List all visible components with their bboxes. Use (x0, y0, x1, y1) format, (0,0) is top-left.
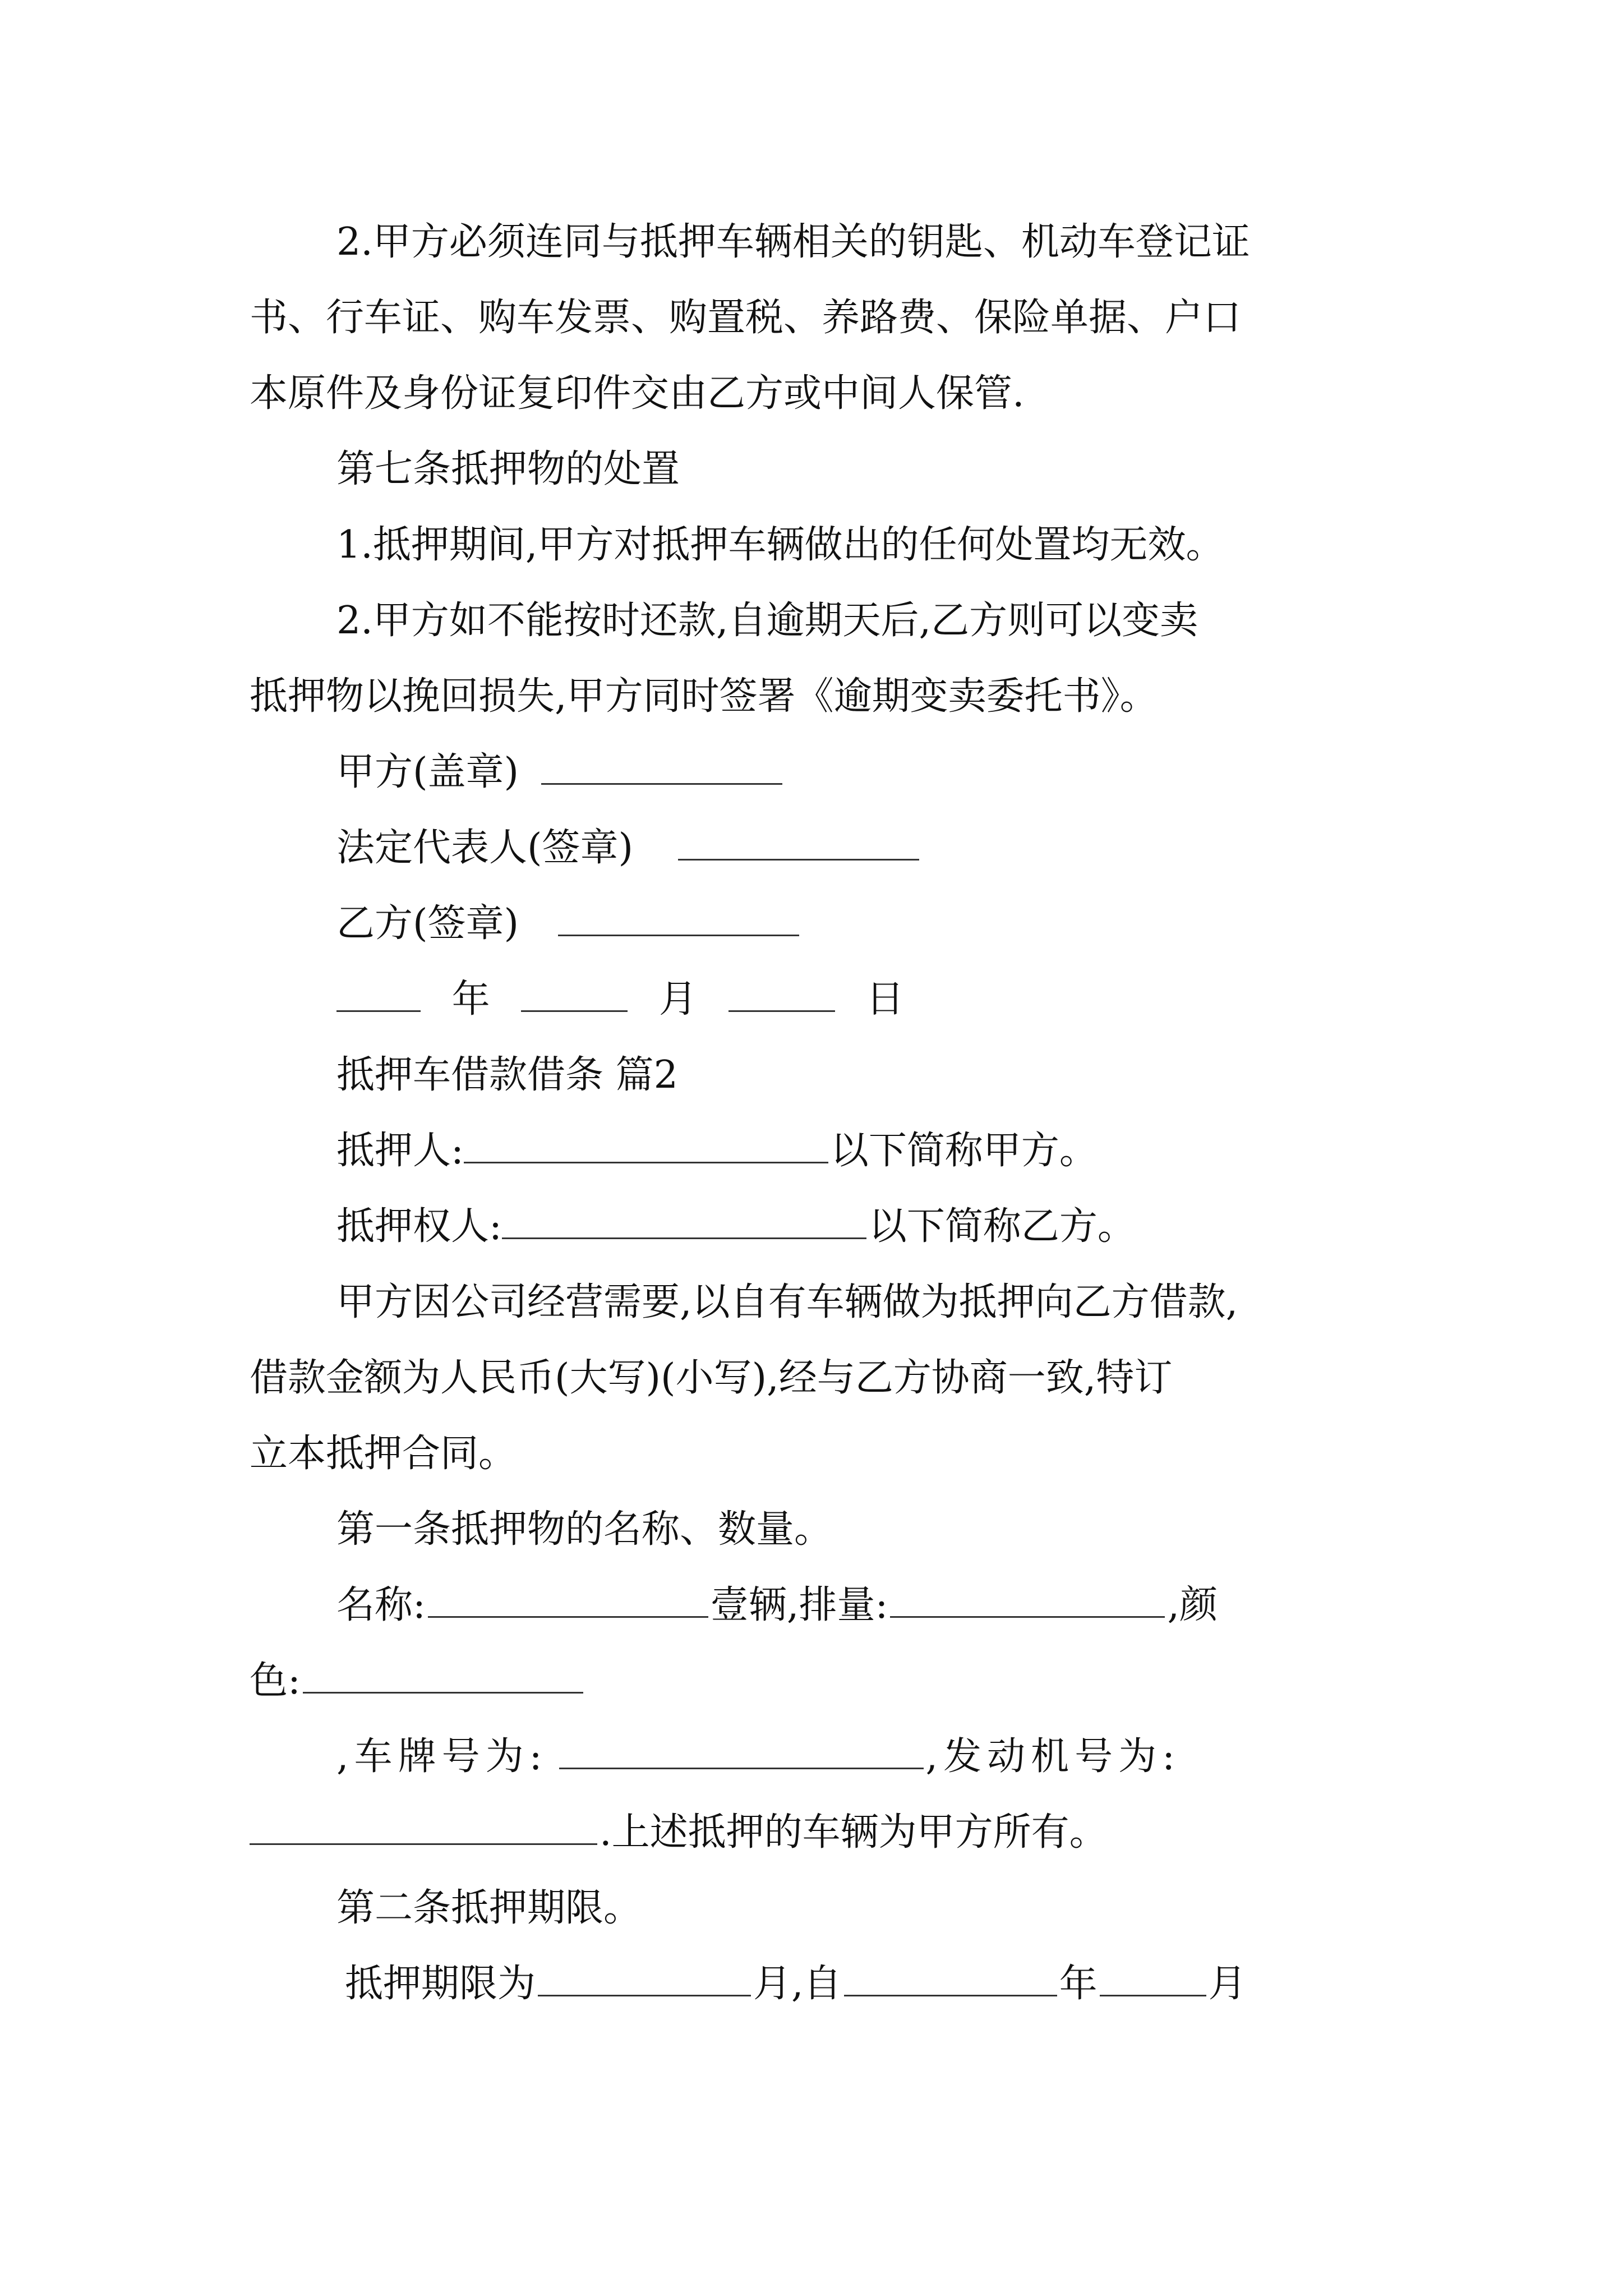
mortgagee-line (336, 1199, 1377, 1255)
section-title: 抵押车借款借条 篇2 (336, 1053, 678, 1097)
blank-field (428, 1582, 708, 1618)
blank-field (541, 749, 782, 785)
blank-field (464, 1128, 828, 1163)
blank-field (728, 977, 835, 1012)
blank-field (558, 901, 799, 936)
party-a-seal-label: 甲方(盖章) (336, 750, 519, 794)
one-vehicle-label: 壹辆,排量: (710, 1583, 888, 1627)
article-title: 第二条抵押期限。 (336, 1886, 642, 1930)
plate-label: ,车牌号为: (336, 1734, 548, 1779)
blank-field (521, 977, 628, 1012)
signature-line-legal-rep (336, 820, 1377, 876)
engine-owned-line (250, 1805, 1377, 1861)
paragraph-line: 2.甲方必须连同与抵押车辆相关的钥匙、机动车登记证 (336, 220, 1250, 264)
date-line (336, 972, 1377, 1028)
mortgagor-label: 抵押人: (336, 1129, 464, 1173)
vehicle-name-line (336, 1577, 1377, 1634)
owned-text: .上述抵押的车辆为甲方所有。 (600, 1810, 1108, 1855)
day-label: 日 (866, 977, 905, 1022)
plate-engine-line (336, 1729, 1377, 1785)
blank-field (559, 1734, 924, 1769)
engine-label: ,发动机号为: (925, 1734, 1181, 1779)
signature-line-party-a (336, 744, 1377, 800)
party-b-sign-label: 乙方(签章) (336, 901, 519, 946)
term-year-label: 年 (1059, 1962, 1098, 2006)
article-title: 第七条抵押物的处置 (336, 447, 680, 491)
paragraph-line: 立本抵押合同。 (250, 1432, 517, 1476)
blank-field (336, 977, 421, 1012)
mortgagor-suffix: 以下简称甲方。 (830, 1129, 1098, 1173)
paragraph-line: 本原件及身份证复印件交由乙方或中间人保管. (250, 371, 1025, 416)
paragraph-line: 借款金额为人民币(大写)(小写),经与乙方协商一致,特订 (250, 1356, 1173, 1400)
blank-field (250, 1810, 597, 1845)
mortgagee-suffix: 以下简称乙方。 (868, 1204, 1136, 1249)
term-month-label: 月,自 (753, 1962, 842, 2006)
mortgagor-line (336, 1123, 1377, 1179)
term-label: 抵押期限为 (345, 1962, 536, 2006)
color-label: ,颜 (1167, 1583, 1218, 1627)
blank-field (1100, 1961, 1206, 1996)
blank-field (890, 1582, 1165, 1618)
legal-rep-label: 法定代表人(签章) (336, 826, 634, 870)
blank-field (844, 1961, 1057, 1996)
color-label-cont: 色: (250, 1659, 301, 1703)
paragraph-line: 书、行车证、购车发票、购置税、养路费、保险单据、户口 (250, 296, 1242, 340)
signature-line-party-b (336, 896, 1377, 952)
blank-field (303, 1658, 583, 1694)
color-line (250, 1653, 1377, 1709)
paragraph-line: 1.抵押期间,甲方对抵押车辆做出的任何处置均无效。 (336, 523, 1224, 567)
blank-field (502, 1204, 866, 1239)
paragraph-line: 2.甲方如不能按时还款,自逾期天后,乙方则可以变卖 (336, 599, 1198, 643)
term-month2-label: 月 (1208, 1962, 1247, 2006)
year-label: 年 (451, 977, 490, 1022)
name-label: 名称: (336, 1583, 426, 1627)
blank-field (538, 1961, 751, 1996)
paragraph-line: 甲方因公司经营需要,以自有车辆做为抵押向乙方借款, (336, 1280, 1238, 1324)
mortgagee-label: 抵押权人: (336, 1204, 502, 1249)
blank-field (678, 825, 919, 861)
article-title: 第一条抵押物的名称、数量。 (336, 1507, 833, 1552)
paragraph-line: 抵押物以挽回损失,甲方同时签署《逾期变卖委托书》。 (250, 674, 1158, 719)
term-line (345, 1956, 1385, 2012)
month-label: 月 (658, 977, 697, 1022)
